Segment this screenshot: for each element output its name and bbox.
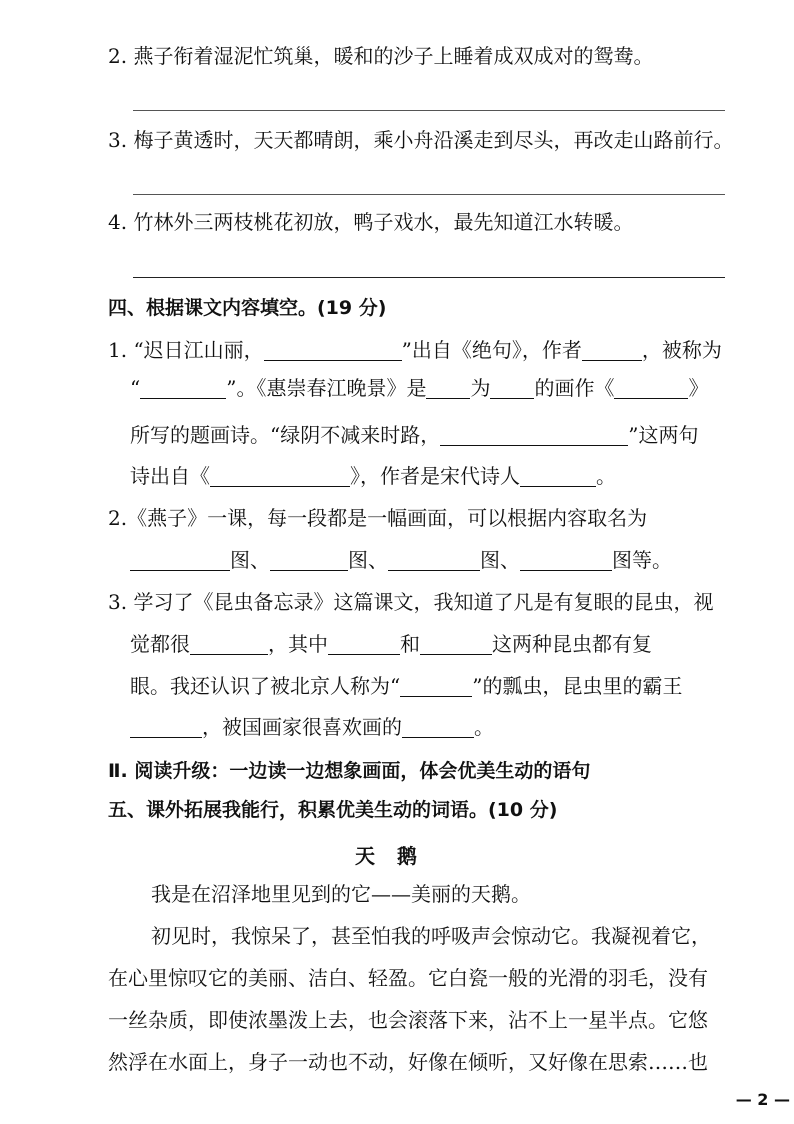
passage-p2-line1: 初见时，我惊呆了，甚至怕我的呼吸声会惊动它。我凝视着它， (151, 924, 711, 948)
blank-q3-6[interactable] (402, 715, 474, 738)
blank-q3-1[interactable] (190, 632, 268, 655)
sentence-3: 3. 梅子黄透时，天天都晴朗，乘小舟沿溪走到尽头，再改走山路前行。 (108, 128, 734, 152)
sentence-2: 2. 燕子衔着湿泥忙筑巢，暖和的沙子上睡着成双成对的鸳鸯。 (108, 44, 654, 68)
blank-q1-9[interactable] (520, 464, 596, 487)
blank-q2-1[interactable] (130, 548, 230, 571)
q1-text: “ (130, 376, 141, 400)
section5-heading: 五、课外拓展我能行，积累优美生动的词语。(10 分) (108, 799, 558, 821)
section4-heading: 四、根据课文内容填空。(19 分) (108, 297, 387, 319)
q2-line2 (130, 546, 672, 574)
passage-title: 天鹅 (355, 844, 439, 868)
q1-text: ”。《惠崇春江晚景》是 (226, 376, 427, 400)
q1-line1 (108, 336, 722, 364)
q1-text: 》 (688, 376, 709, 400)
q1-line2 (130, 374, 708, 402)
part2-heading: Ⅱ. 阅读升级：一边读一边想象画面，体会优美生动的语句 (108, 760, 591, 782)
passage-p2-line2: 在心里惊叹它的美丽、洁白、轻盈。它白瓷一般的光滑的羽毛，没有 (108, 966, 708, 990)
q2-line1: 2.《燕子》一课，每一段都是一幅画面，可以根据内容取名为 (108, 506, 648, 530)
q3-text: ，其中 (268, 632, 328, 656)
q3-text: 觉都很 (130, 632, 190, 656)
answer-line-4[interactable] (133, 277, 725, 278)
blank-q3-5[interactable] (130, 715, 202, 738)
q3-text: 。 (474, 715, 494, 739)
passage-p2-line4: 然浮在水面上，身子一动也不动，好像在倾听，又好像在思索……也 (108, 1050, 708, 1074)
blank-q1-4[interactable] (426, 376, 470, 399)
q1-text: 1. “迟日江山丽， (108, 338, 264, 362)
q1-text: ，被称为 (641, 338, 722, 362)
q3-line3 (130, 672, 682, 700)
answer-line-2[interactable] (133, 110, 725, 111)
blank-q3-2[interactable] (328, 632, 400, 655)
page-number: — 2 — (735, 1090, 790, 1109)
q3-text: ，被国画家很喜欢画的 (202, 715, 402, 739)
q1-line3 (130, 421, 698, 449)
q1-line4 (130, 462, 616, 490)
passage-p2-line3: 一丝杂质，即使浓墨泼上去，也会滚落下来，沾不上一星半点。它悠 (108, 1008, 708, 1032)
q1-text: 所写的题画诗。“绿阴不减来时路， (130, 423, 441, 447)
q1-text: 诗出自《 (130, 464, 210, 488)
blank-q2-4[interactable] (520, 548, 612, 571)
blank-q3-4[interactable] (400, 674, 472, 697)
blank-q1-1[interactable] (264, 338, 402, 361)
blank-q2-2[interactable] (270, 548, 348, 571)
q2-text: 图、 (480, 548, 520, 572)
blank-q1-3[interactable] (140, 376, 226, 399)
q3-line4 (130, 713, 494, 741)
q1-text: 为 (470, 376, 491, 400)
q2-text: 图、 (348, 548, 388, 572)
q3-text: ”的瓢虫，昆虫里的霸王 (472, 674, 683, 698)
blank-q1-2[interactable] (582, 338, 642, 361)
q3-text: 这两种昆虫都有复 (492, 632, 652, 656)
blank-q1-5[interactable] (490, 376, 534, 399)
q1-text: ”这两句 (628, 423, 699, 447)
q3-text: 眼。我还认识了被北京人称为“ (130, 674, 401, 698)
q1-text: 。 (596, 464, 616, 488)
q2-text: 图等。 (612, 548, 672, 572)
q1-text: 》，作者是宋代诗人 (350, 464, 520, 488)
blank-q1-8[interactable] (210, 464, 350, 487)
q3-line2 (130, 630, 652, 658)
blank-q3-3[interactable] (420, 632, 492, 655)
blank-q1-7[interactable] (440, 423, 628, 446)
q2-text: 图、 (230, 548, 270, 572)
answer-line-3[interactable] (133, 194, 725, 195)
q3-line1: 3. 学习了《昆虫备忘录》这篇课文，我知道了凡是有复眼的昆虫，视 (108, 590, 714, 614)
sentence-4: 4. 竹林外三两枝桃花初放，鸭子戏水，最先知道江水转暖。 (108, 210, 634, 234)
passage-p1: 我是在沼泽地里见到的它——美丽的天鹅。 (151, 882, 531, 906)
q3-text: 和 (400, 632, 420, 656)
q1-text: 的画作《 (534, 376, 615, 400)
q1-text: ”出自《绝句》，作者 (401, 338, 582, 362)
blank-q1-6[interactable] (614, 376, 688, 399)
blank-q2-3[interactable] (388, 548, 480, 571)
